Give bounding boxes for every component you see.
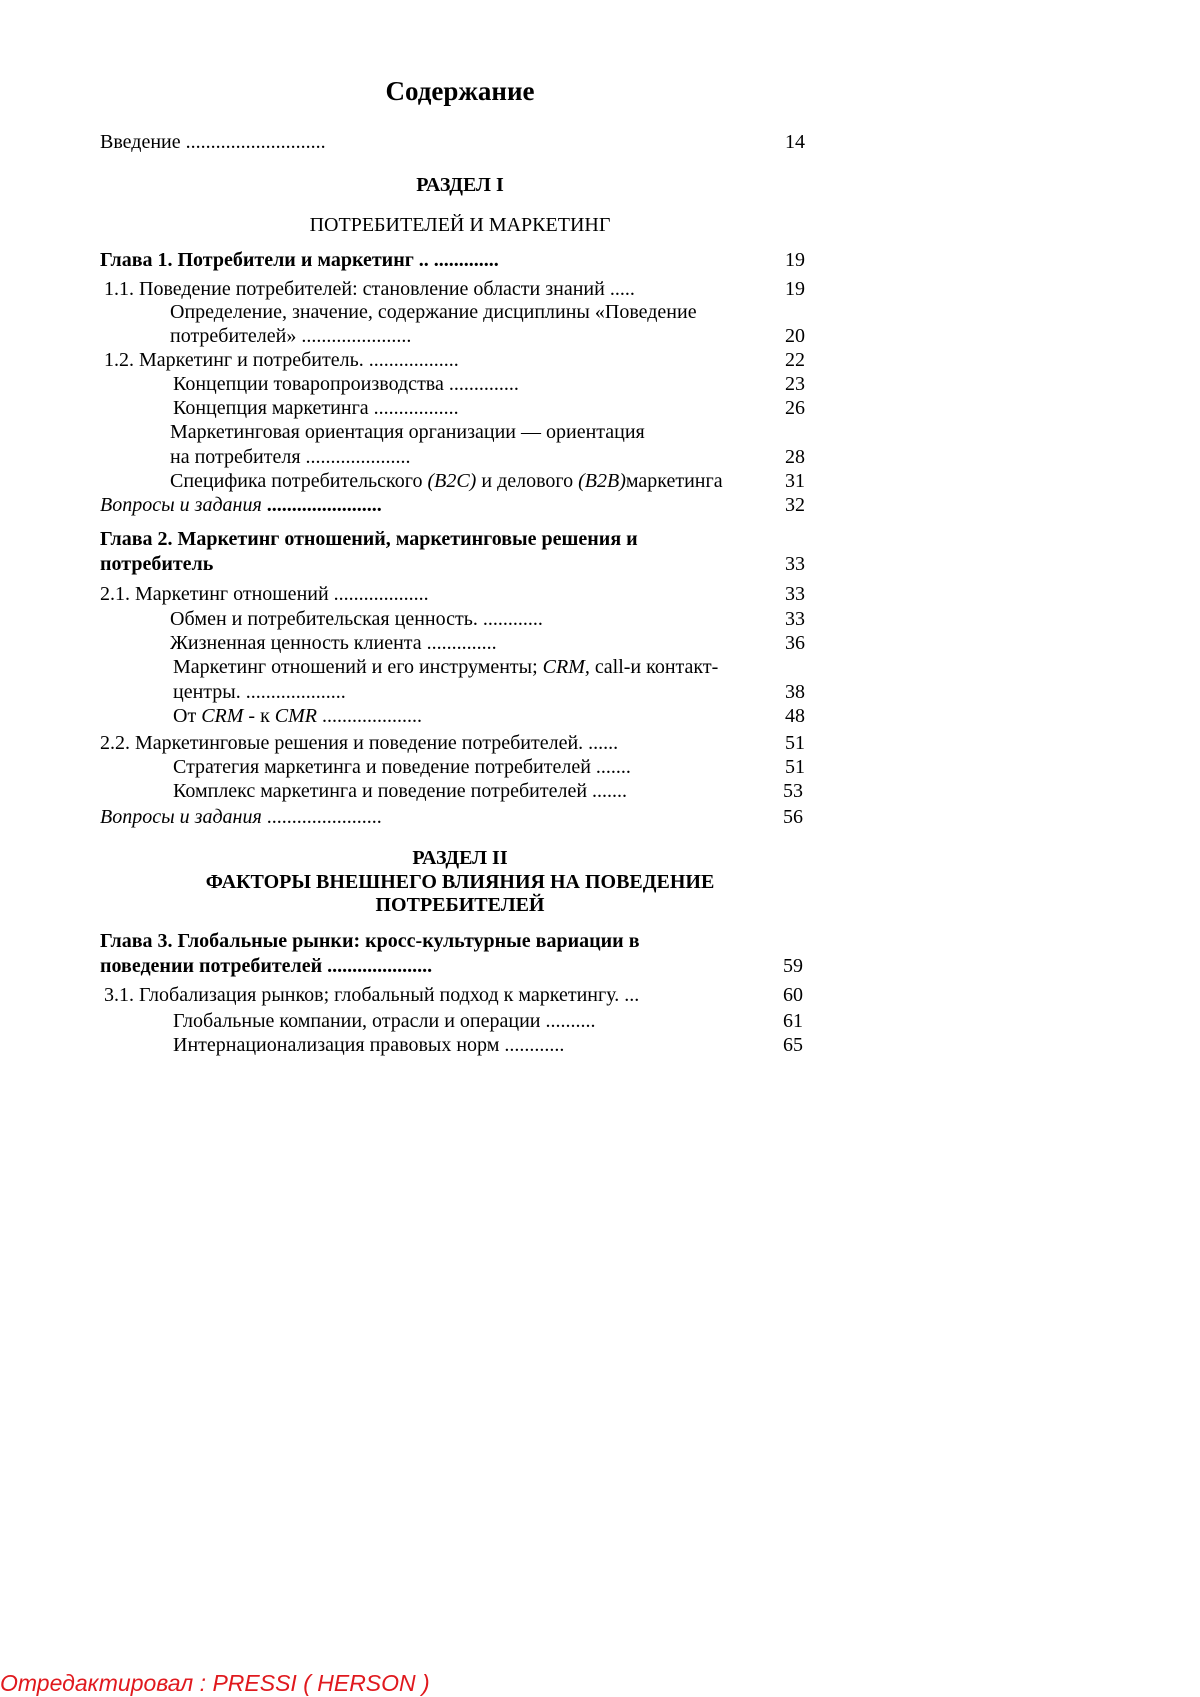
section-1-label: РАЗДЕЛ I — [416, 174, 504, 196]
entry-text — [100, 493, 382, 517]
entry-page: 19 — [785, 278, 805, 300]
entry-page: 32 — [785, 494, 805, 516]
entry-text-part: маркетинга — [625, 470, 723, 492]
entry-text-part: От — [173, 705, 202, 727]
entry-text — [170, 469, 723, 493]
entry-page: 26 — [785, 397, 805, 419]
entry-page: 56 — [783, 806, 803, 828]
entry-text-part: CRM — [201, 705, 244, 727]
entry-text-part: Вопросы и задания — [100, 806, 262, 828]
entry-page: 20 — [785, 325, 805, 347]
entry-page: 51 — [785, 732, 805, 754]
entry-text: Глава 3. Глобальные рынки: кросс-культурные вариации в — [100, 930, 640, 952]
entry-text-part: (B2B) — [578, 470, 626, 492]
entry-page: 61 — [783, 1010, 803, 1032]
entry-text: Маркетинговая ориентация организации — ориентация — [170, 421, 645, 443]
entry-text: 1.2. Маркетинг и потребитель. .................. — [104, 349, 459, 371]
entry-page: 22 — [785, 349, 805, 371]
entry-text: 2.1. Маркетинг отношений ................... — [100, 583, 429, 605]
entry-text: Концепции товаропроизводства .............. — [173, 373, 519, 395]
page-title: Содержание — [385, 76, 535, 106]
entry-text: Введение ............................ — [100, 131, 326, 153]
entry-page: 33 — [785, 583, 805, 605]
entry-page: 48 — [785, 705, 805, 727]
entry-text-part: ....................... — [261, 806, 382, 828]
entry-text: потребитель — [100, 553, 214, 575]
entry-text: Глобальные компании, отрасли и операции .......... — [173, 1010, 596, 1032]
entry-page: 53 — [783, 780, 803, 802]
entry-text: Глава 1. Потребители и маркетинг .. ............. — [100, 249, 499, 271]
entry-text: Стратегия маркетинга и поведение потребителей ....... — [173, 756, 631, 778]
entry-page: 36 — [785, 632, 805, 654]
section-2-name-line2: ПОТРЕБИТЕЛЕЙ — [375, 894, 545, 916]
entry-text: центры. .................... — [173, 681, 346, 703]
entry-text — [173, 655, 718, 679]
entry-page: 59 — [783, 955, 803, 977]
entry-text-part: CRM, — [542, 656, 590, 678]
entry-text: Определение, значение, содержание дисциплины «Поведение — [170, 301, 697, 323]
entry-page: 60 — [783, 984, 803, 1006]
entry-page: 28 — [785, 446, 805, 468]
entry-text: 3.1. Глобализация рынков; глобальный подход к маркетингу. ... — [104, 984, 640, 1006]
entry-text: на потребителя ..................... — [170, 446, 411, 468]
entry-text-part: Вопросы и задания — [100, 494, 262, 516]
entry-text — [100, 805, 382, 829]
entry-text-part: Маркетинг отношений и его инструменты; — [173, 656, 543, 678]
section-2-label: РАЗДЕЛ II — [412, 847, 508, 869]
entry-text — [173, 704, 422, 728]
section-2-name-line1: ФАКТОРЫ ВНЕШНЕГО ВЛИЯНИЯ НА ПОВЕДЕНИЕ — [205, 871, 715, 893]
entry-text-part: Специфика потребительского — [170, 470, 428, 492]
entry-text: Глава 2. Маркетинг отношений, маркетинговые решения и — [100, 528, 638, 550]
entry-page: 33 — [785, 608, 805, 630]
entry-text: 1.1. Поведение потребителей: становление области знаний ..... — [104, 278, 635, 300]
entry-text: Интернационализация правовых норм ............ — [173, 1034, 565, 1056]
section-1-name: ПОТРЕБИТЕЛЕЙ И МАРКЕТИНГ — [309, 214, 611, 236]
entry-text-part: .................... — [317, 705, 423, 727]
entry-page: 51 — [785, 756, 805, 778]
entry-text: Жизненная ценность клиента .............. — [170, 632, 497, 654]
entry-text-part: и делового — [476, 470, 579, 492]
entry-text-part: - к — [243, 705, 275, 727]
entry-page: 33 — [785, 553, 805, 575]
entry-text: потребителей» ...................... — [170, 325, 412, 347]
editor-credit: Отредактировал : PRESSI ( HERSON ) — [0, 1670, 430, 1696]
entry-text: Обмен и потребительская ценность. ............ — [170, 608, 543, 630]
entry-text: Концепция маркетинга ................. — [173, 397, 459, 419]
entry-text: Комплекс маркетинга и поведение потребителей ....... — [173, 780, 628, 802]
entry-text-part: CMR — [274, 705, 318, 727]
entry-page: 14 — [785, 131, 805, 153]
entry-text-part: (B2C) — [427, 470, 477, 492]
entry-page: 23 — [785, 373, 805, 395]
entry-text: поведении потребителей ..................... — [100, 955, 433, 977]
entry-page: 65 — [783, 1034, 803, 1056]
entry-page: 31 — [785, 470, 805, 492]
entry-text: 2.2. Маркетинговые решения и поведение потребителей. ...... — [100, 732, 619, 754]
entry-page: 19 — [785, 249, 805, 271]
entry-text-part: call-и контакт- — [589, 656, 719, 678]
entry-text-part: ....................... — [261, 494, 382, 516]
entry-page: 38 — [785, 681, 805, 703]
